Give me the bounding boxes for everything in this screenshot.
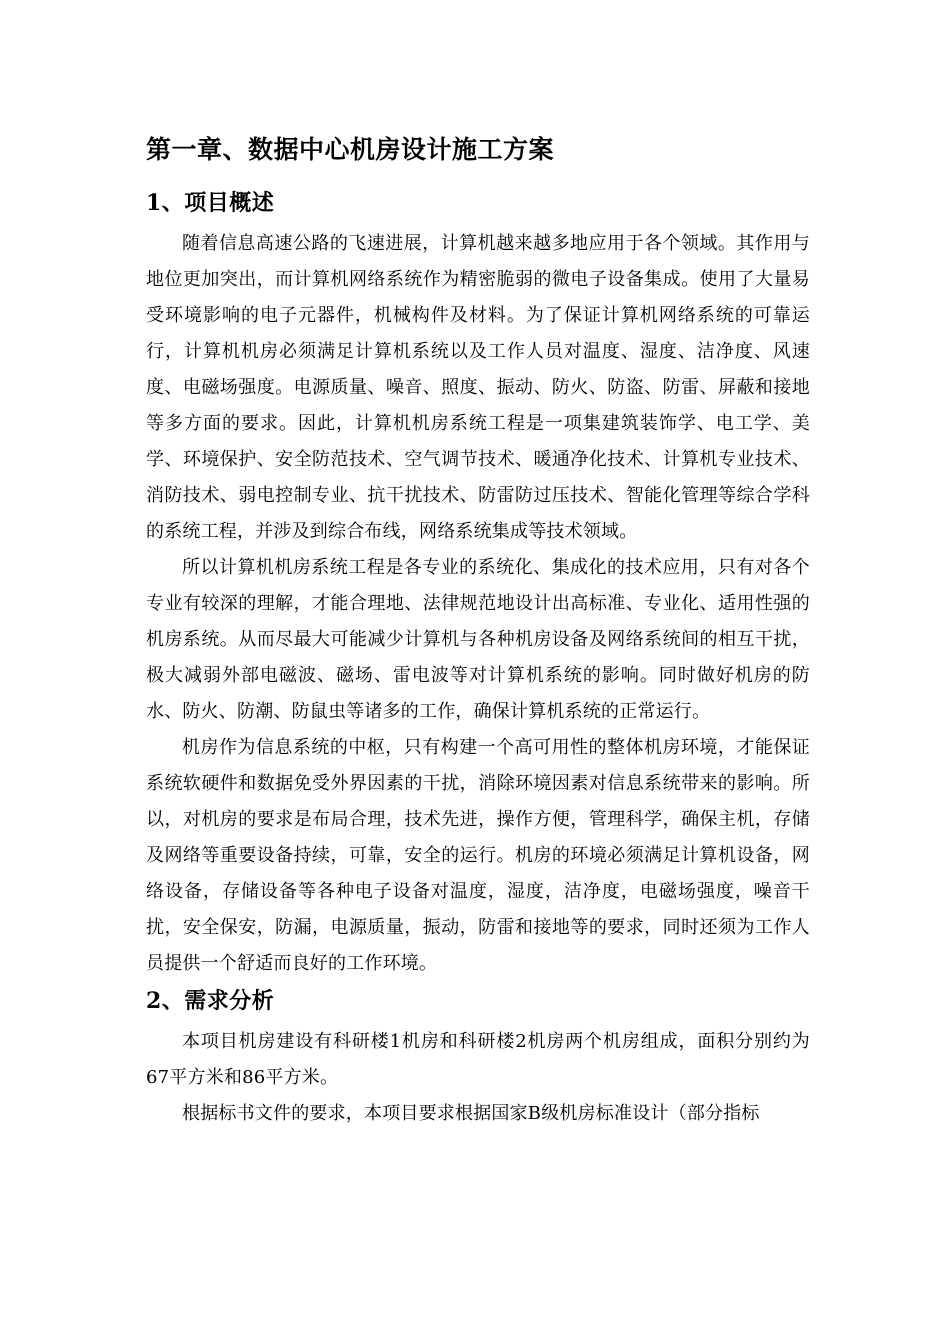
section-overview: [146, 186, 810, 982]
paragraph: 随着信息高速公路的飞速进展，计算机越来越多地应用于各个领域。其作用与地位更加突出，而计算机网络系统作为精密脆弱的微电子设备集成。使用了大量易受环境影响的电子元器件，机械构件及材料。为了保证计算机网络系统的可靠运行，计算机机房必须满足计算机系统以及工作人员对温度、湿度、洁净度、风速度、电磁场强度。电源质量、噪音、照度、振动、防火、防盗、防雷、屏蔽和接地等多方面的要求。因此，计算机机房系统工程是一项集建筑装饰学、电工学、美学、环境保护、安全防范技术、空气调节技术、暖通净化技术、计算机专业技术、消防技术、弱电控制专业、抗干扰技术、防雷防过压技术、智能化管理等综合学科的系统工程，并涉及到综合布线，网络系统集成等技术领域。: [146, 233, 810, 542]
section-title-overview: 1、项目概述: [146, 190, 275, 216]
section-requirements: [146, 984, 810, 1132]
document-body: [146, 132, 810, 1132]
paragraph: 本项目机房建设有科研楼1机房和科研楼2机房两个机房组成，面积分别约为67平方米和86平方米。: [146, 1031, 810, 1088]
paragraph: 根据标书文件的要求，本项目要求根据国家B级机房标准设计（部分指标: [182, 1103, 760, 1124]
chapter-title: 第一章、数据中心机房设计施工方案: [146, 135, 555, 164]
paragraph: 所以计算机机房系统工程是各专业的系统化、集成化的技术应用，只有对各个专业有较深的理解，才能合理地、法律规范地设计出高标准、专业化、适用性强的机房系统。从而尽最大可能减少计算机与各种机房设备及网络系统间的相互干扰，极大减弱外部电磁波、磁场、雷电波等对计算机系统的影响。同时做好机房的防水、防火、防潮、防鼠虫等诸多的工作，确保计算机系统的正常运行。: [146, 557, 810, 722]
paragraph: 机房作为信息系统的中枢，只有构建一个高可用性的整体机房环境，才能保证系统软硬件和数据免受外界因素的干扰，消除环境因素对信息系统带来的影响。所以，对机房的要求是布局合理，技术先进，操作方便，管理科学，确保主机，存储及网络等重要设备持续，可靠，安全的运行。机房的环境必须满足计算机设备，网络设备，存储设备等各种电子设备对温度，湿度，洁净度，电磁场强度，噪音干扰，安全保安，防漏，电源质量，振动，防雷和接地等的要求，同时还须为工作人员提供一个舒适而良好的工作环境。: [146, 737, 810, 974]
section-title-requirements: 2、需求分析: [146, 988, 275, 1014]
